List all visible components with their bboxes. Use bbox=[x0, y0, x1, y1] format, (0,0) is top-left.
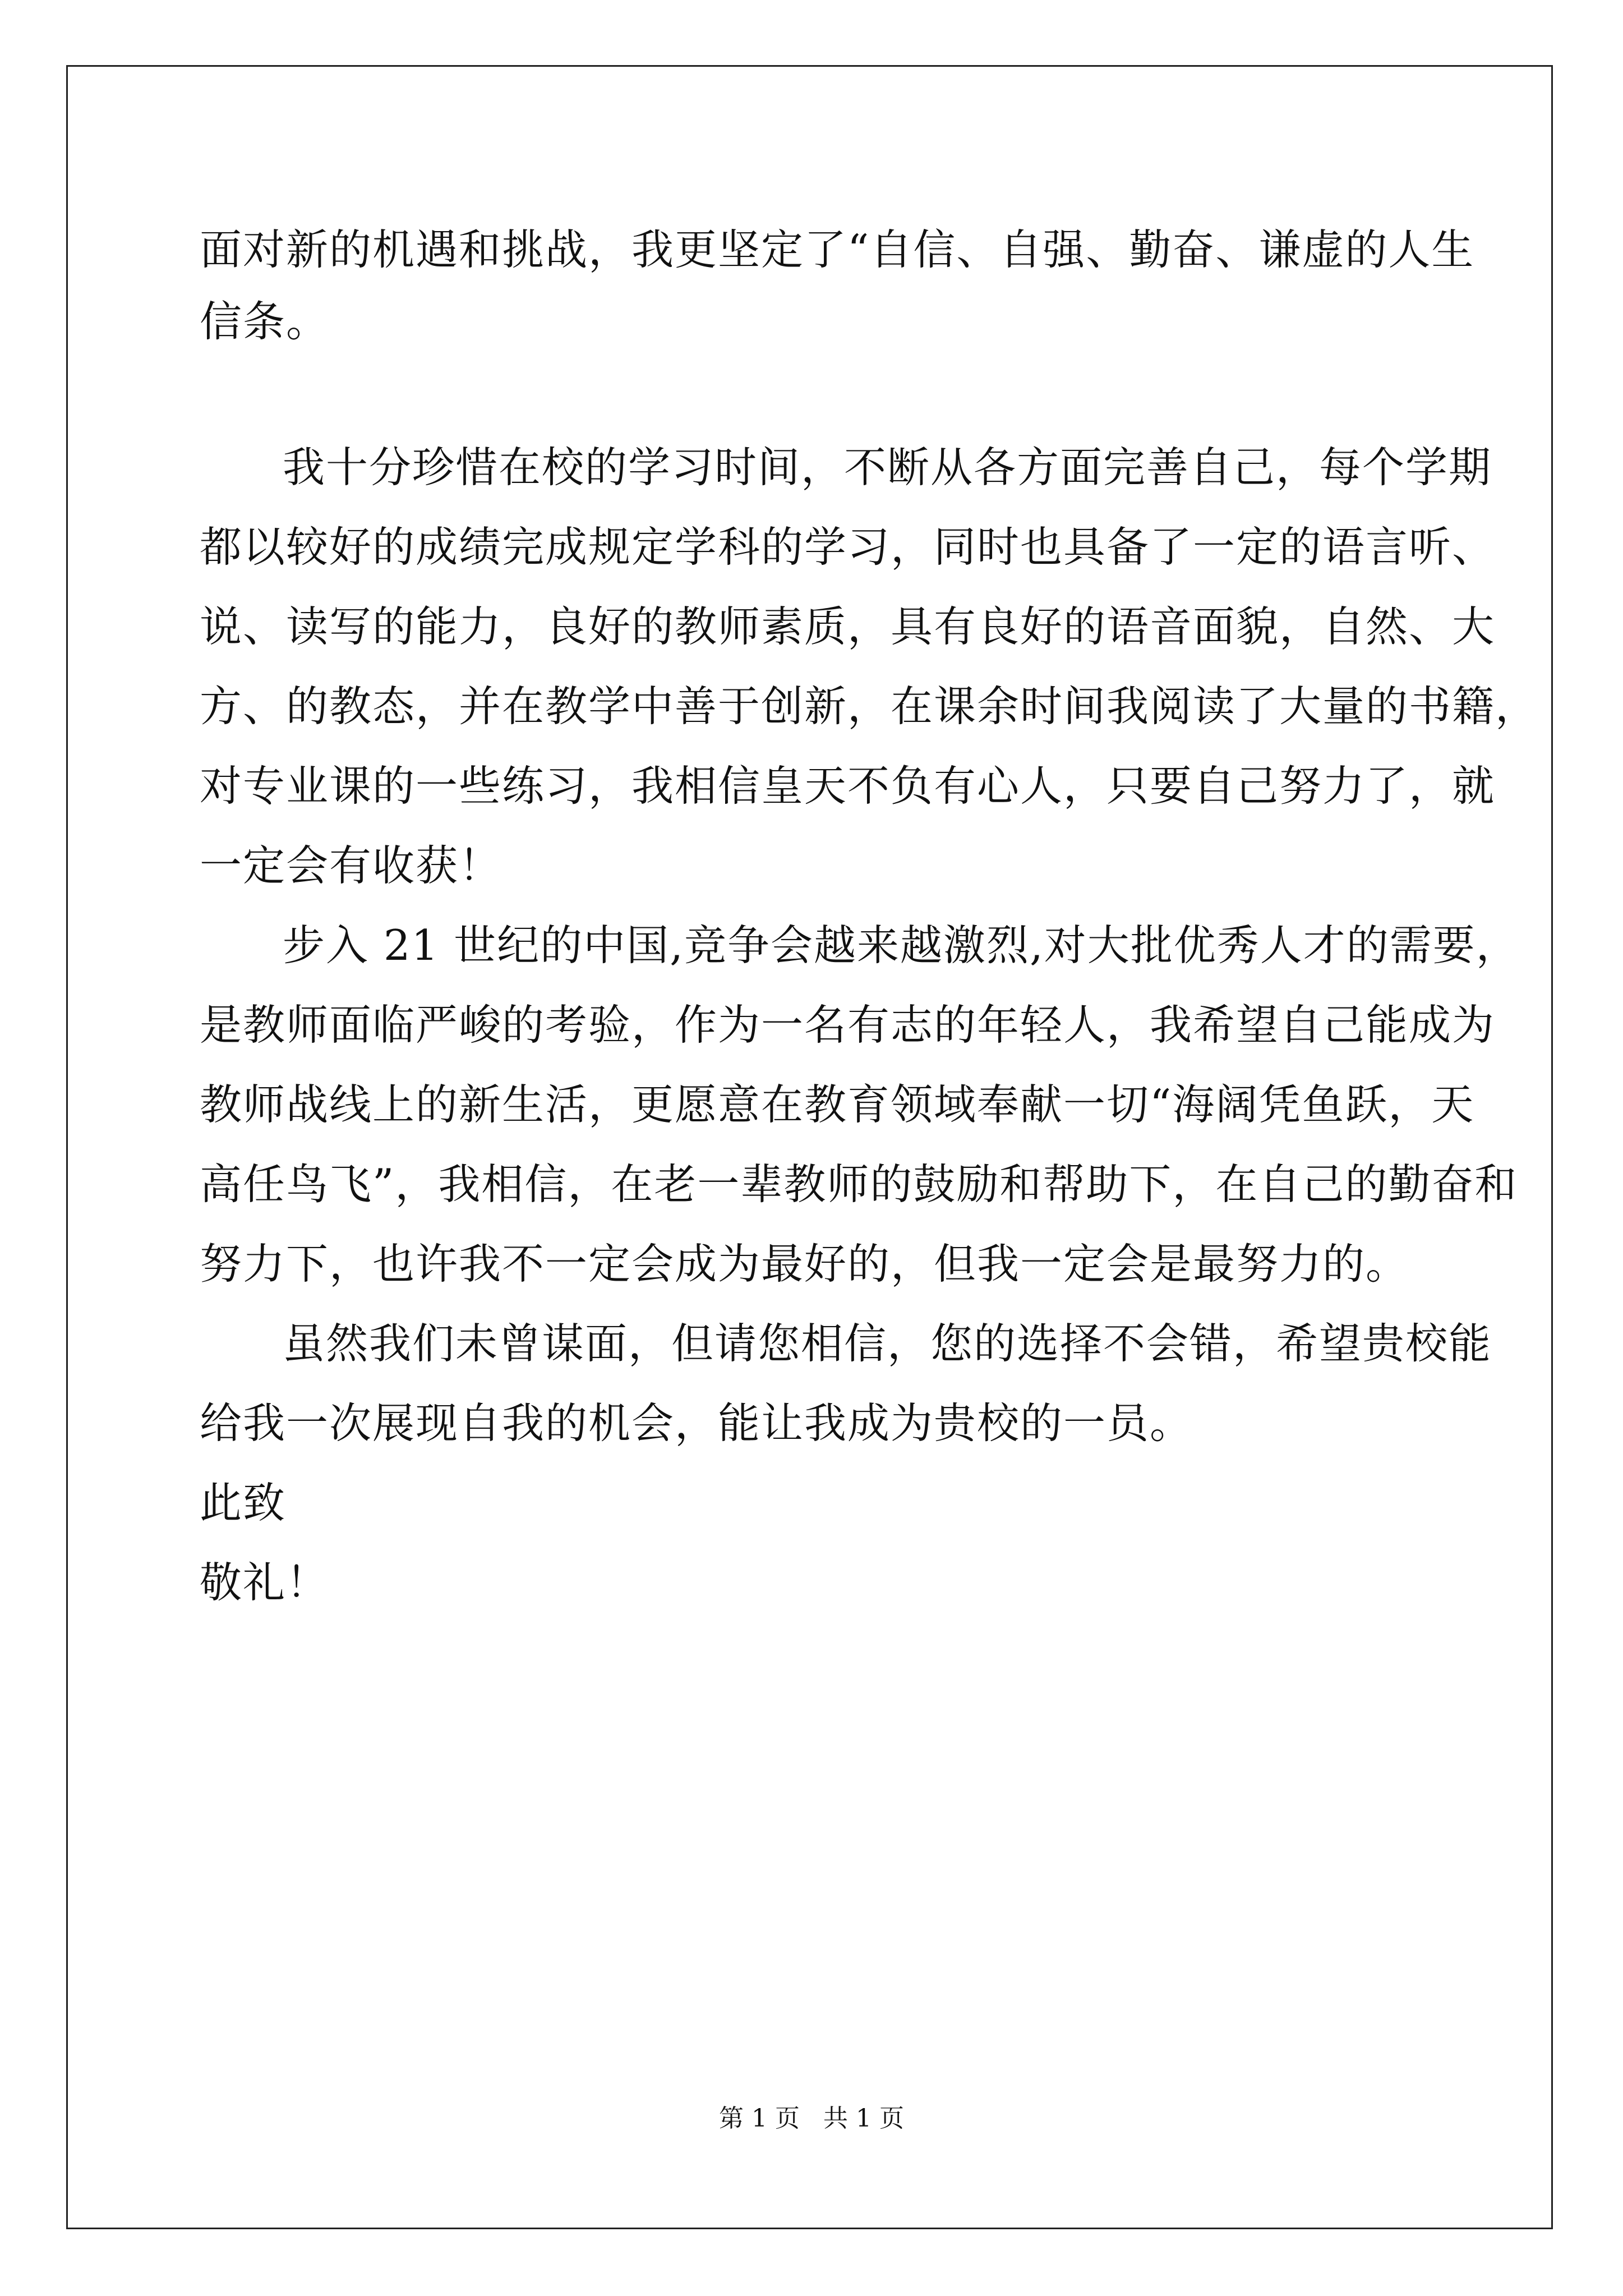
body-line: 面对新的机遇和挑战，我更坚定了“自信、自强、勤奋、谦虚的人生 bbox=[200, 225, 1475, 274]
body-line: 都以较好的成绩完成规定学科的学习，同时也具备了一定的语言听、 bbox=[200, 522, 1496, 572]
page-total: 共 1 页 bbox=[823, 2104, 904, 2133]
closing-regards: 敬礼！ bbox=[200, 1558, 330, 1607]
body-line: 是教师面临严峻的考验，作为一名有志的年轻人，我希望自己能成为 bbox=[200, 1000, 1496, 1050]
page-border bbox=[66, 65, 1553, 2229]
paragraph-start-line: 我十分珍惜在校的学习时间，不断从各方面完善自己，每个学期 bbox=[283, 443, 1492, 492]
body-line: 一定会有收获！ bbox=[200, 841, 502, 890]
body-line: 说、读写的能力，良好的教师素质，具有良好的语音面貌，自然、大 bbox=[200, 602, 1496, 651]
body-line: 教师战线上的新生活，更愿意在教育领域奉献一切“海阔凭鱼跃，天 bbox=[200, 1080, 1475, 1129]
body-line: 努力下，也许我不一定会成为最好的，但我一定会是最努力的。 bbox=[200, 1239, 1409, 1289]
body-line: 对专业课的一些练习，我相信皇天不负有心人，只要自己努力了，就 bbox=[200, 761, 1496, 811]
body-line: 信条。 bbox=[200, 297, 330, 346]
page-footer bbox=[0, 2106, 1623, 2131]
paragraph-start-line: 步入 21 世纪的中国,竞争会越来越激烈,对大批优秀人才的需要， bbox=[283, 921, 1519, 970]
paragraph-start-line: 虽然我们未曾谋面，但请您相信，您的选择不会错，希望贵校能 bbox=[283, 1319, 1492, 1368]
closing-salutation: 此致 bbox=[200, 1478, 287, 1527]
page-number: 第 1 页 bbox=[719, 2104, 800, 2133]
body-line: 方、的教态，并在教学中善于创新，在课余时间我阅读了大量的书籍， bbox=[200, 682, 1539, 731]
body-line: 给我一次展现自我的机会，能让我成为贵校的一员。 bbox=[200, 1398, 1193, 1448]
body-line: 高任鸟飞”，我相信，在老一辈教师的鼓励和帮助下，在自己的勤奋和 bbox=[200, 1159, 1518, 1209]
